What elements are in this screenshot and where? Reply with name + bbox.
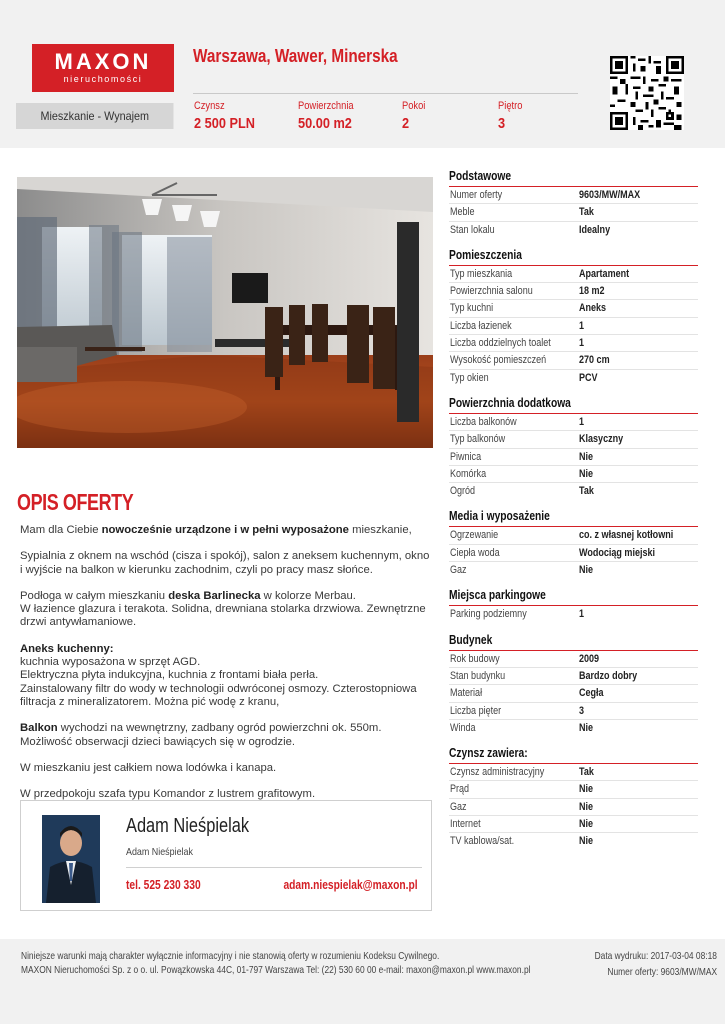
spec-value: Tak [579, 485, 594, 498]
desc-paragraph [20, 722, 432, 749]
spec-section [449, 508, 698, 579]
desc-text: w kolorze Merbau. [260, 589, 356, 602]
spec-label: Stan lokalu [450, 223, 495, 236]
spec-row [449, 781, 698, 798]
desc-text: Podłoga w całym mieszkaniu [20, 589, 169, 602]
spec-value: 18 m2 [579, 285, 605, 298]
spec-value: Bardzo dobry [579, 669, 638, 682]
desc-text: Elektryczna płyta indukcyjna, kuchnia z frontami biała perła. [20, 669, 319, 682]
spec-row [449, 283, 698, 300]
logo-text: MAXON [54, 49, 152, 74]
stat-label: Piętro [498, 100, 523, 112]
desc-paragraph [20, 643, 432, 709]
spec-section [449, 745, 698, 850]
spec-value: Nie [579, 818, 594, 831]
spec-section-title-text: Czynsz zawiera: [449, 746, 528, 761]
spec-value: 2009 [579, 652, 600, 665]
spec-section [449, 632, 698, 737]
spec-value: Apartament [579, 267, 630, 280]
footer-disclaimer: Niniejsze warunki mają charakter wyłącznie informacyjny i nie stanowią oferty w rozumieniu Kodeksu Cywilnego. [21, 950, 440, 962]
desc-text: Zainstalowany filtr do wody w technologii odwróconej osmozy. Czterostopniowa filtracja z mineralizatorem. Można pić wodę z kranu, [20, 682, 417, 708]
spec-label: Winda [450, 721, 476, 734]
agent-photo [42, 815, 100, 903]
spec-section [449, 247, 698, 387]
spec-value: Klasyczny [579, 433, 624, 446]
desc-bold: Balkon [20, 722, 58, 735]
spec-section-title-text: Miejsca parkingowe [449, 588, 546, 603]
spec-row [449, 335, 698, 352]
spec-section-title [449, 632, 698, 651]
stat-label: Pokoi [402, 100, 426, 112]
spec-row [449, 187, 698, 204]
spec-label: Typ kuchni [450, 302, 494, 315]
spec-label: Powierzchnia salonu [450, 285, 533, 298]
spec-row [449, 651, 698, 668]
offer-description-title: OPIS OFERTY [17, 489, 134, 515]
property-location: Warszawa, Wawer, Minerska [193, 46, 398, 66]
spec-row [449, 703, 698, 720]
spec-value: 1 [579, 319, 585, 332]
agent-email-link[interactable]: adam.niespielak@maxon.pl [283, 878, 418, 892]
spec-value: PCV [579, 371, 598, 384]
spec-row [449, 431, 698, 448]
spec-row [449, 483, 698, 500]
spec-label: Prąd [450, 783, 470, 796]
spec-label: Piwnica [450, 450, 482, 463]
desc-paragraph: W mieszkaniu jest całkiem nowa lodówka i kanapa. [20, 761, 277, 774]
spec-label: Meble [450, 206, 475, 219]
stat-value: 3 [498, 115, 506, 132]
spec-row [449, 466, 698, 483]
desc-bold: nowocześnie urządzone i w pełni wyposażone [101, 524, 349, 536]
spec-section-title-text: Powierzchnia dodatkowa [449, 395, 571, 410]
spec-row [449, 799, 698, 816]
desc-text: Mam dla Ciebie [20, 524, 102, 536]
spec-section [449, 587, 698, 623]
spec-row [449, 720, 698, 737]
spec-value: 270 cm [579, 354, 610, 367]
spec-row [449, 300, 698, 317]
spec-value: Nie [579, 800, 594, 813]
spec-row [449, 527, 698, 544]
stat-area [298, 100, 363, 132]
spec-label: Parking podziemny [450, 608, 527, 621]
desc-text: kuchnia wyposażona w sprzęt AGD. [20, 656, 201, 669]
stat-label: Powierzchnia [298, 100, 354, 112]
spec-value: Aneks [579, 302, 607, 315]
spec-label: Liczba łazienek [450, 319, 512, 332]
spec-value: 1 [579, 337, 585, 350]
footer [0, 939, 725, 1024]
spec-row [449, 816, 698, 833]
property-type-badge: Mieszkanie - Wynajem [16, 103, 174, 129]
spec-value: Nie [579, 467, 594, 480]
spec-row [449, 545, 698, 562]
spec-section-title [449, 587, 698, 606]
spec-section-title-text: Pomieszczenia [449, 247, 522, 262]
spec-row [449, 606, 698, 623]
spec-value: Nie [579, 564, 594, 577]
stat-value: 2 [402, 115, 410, 132]
stat-value: 50.00 m2 [298, 115, 352, 132]
spec-label: Typ okien [450, 371, 489, 384]
desc-paragraph: W przedpokoju szafa typu Komandor z lustrem grafitowym. [20, 788, 316, 801]
spec-label: Typ balkonów [450, 433, 506, 446]
spec-value: Wodociąg miejski [579, 546, 656, 559]
spec-row [449, 685, 698, 702]
spec-label: Gaz [450, 564, 467, 577]
stat-rooms [402, 100, 430, 132]
spec-value: Idealny [579, 223, 611, 236]
spec-row [449, 370, 698, 387]
spec-value: 3 [579, 704, 585, 717]
spec-label: Ogród [450, 485, 476, 498]
spec-value: 9603/MW/MAX [579, 189, 641, 201]
spec-section-title [449, 395, 698, 414]
spec-label: Materiał [450, 687, 483, 700]
spec-section [449, 395, 698, 500]
logo-subtext: nieruchomości [63, 74, 143, 84]
desc-text: W łazience glazura i terakota. Solidna, drewniana stolarka drzwiowa. Zewnętrzne drzwi antywłamaniowe. [20, 603, 426, 629]
desc-bold: deska Barlinecka [168, 589, 261, 602]
spec-value: co. z własnej kotłowni [579, 529, 674, 542]
spec-value: Cegła [579, 687, 604, 700]
spec-row [449, 352, 698, 369]
spec-row [449, 668, 698, 685]
offer-description [20, 524, 432, 814]
spec-row [449, 562, 698, 579]
stat-value: 2 500 PLN [194, 115, 255, 132]
spec-section-title-text: Media i wyposażenie [449, 509, 550, 524]
spec-label: Numer oferty [450, 189, 503, 201]
spec-value: Nie [579, 835, 594, 848]
agent-phone-link[interactable]: tel. 525 230 330 [126, 878, 201, 892]
spec-label: Ciepła woda [450, 546, 500, 559]
spec-section-title [449, 745, 698, 764]
spec-label: Komórka [450, 467, 487, 480]
spec-label: Internet [450, 818, 481, 831]
stat-floor [498, 100, 527, 132]
spec-label: Wysokość pomieszczeń [450, 354, 547, 367]
spec-label: Typ mieszkania [450, 267, 513, 280]
agent-card [20, 800, 432, 911]
desc-paragraph [20, 590, 432, 630]
stat-label: Czynsz [194, 100, 225, 112]
spec-value: Tak [579, 766, 594, 779]
spec-section-title-text: Podstawowe [449, 169, 512, 183]
footer-company-info: MAXON Nieruchomości Sp. z o o. ul. Powązkowska 44C, 01-797 Warszawa Tel: (22) 530 60 00 e-mail: maxon@maxon.pl www.maxon.pl [21, 964, 531, 976]
spec-row [449, 833, 698, 850]
spec-section [449, 168, 698, 239]
spec-value: Nie [579, 783, 594, 796]
agent-name: Adam Nieśpielak [126, 815, 250, 837]
maxon-logo[interactable] [32, 44, 174, 92]
spec-label: Stan budynku [450, 669, 506, 682]
agent-subname: Adam Nieśpielak [126, 846, 193, 858]
desc-paragraph [20, 524, 432, 537]
desc-bold: Aneks kuchenny: [20, 642, 114, 655]
spec-value: Tak [579, 206, 594, 219]
footer-print-date: Data wydruku: 2017-03-04 08:18 [594, 950, 717, 962]
spec-row [449, 266, 698, 283]
spec-value: 1 [579, 608, 585, 621]
spec-row [449, 204, 698, 221]
property-specs [449, 168, 698, 859]
property-photo[interactable] [17, 177, 433, 448]
qr-code[interactable] [610, 56, 684, 130]
spec-label: Ogrzewanie [450, 529, 499, 542]
spec-section-title [449, 168, 698, 187]
spec-section-title-text: Budynek [449, 632, 493, 647]
agent-divider [126, 867, 422, 868]
spec-value: 1 [579, 415, 585, 428]
spec-row [449, 414, 698, 431]
footer-offer-number: Numer oferty: 9603/MW/MAX [607, 966, 717, 978]
header-divider [193, 93, 578, 94]
spec-row [449, 449, 698, 466]
spec-label: Liczba balkonów [450, 415, 517, 428]
spec-label: Czynsz administracyjny [450, 766, 545, 779]
header [0, 0, 725, 148]
desc-paragraph: Sypialnia z oknem na wschód (cisza i spokój), salon z aneksem kuchennym, okno i wyjście na balkon w kierunku zachodnim, czyli po pracy masz słońce. [20, 550, 430, 576]
spec-row [449, 318, 698, 335]
stat-rent [194, 100, 266, 132]
spec-label: Liczba oddzielnych toalet [450, 337, 551, 350]
spec-label: Rok budowy [450, 652, 500, 665]
spec-row [449, 764, 698, 781]
spec-row [449, 222, 698, 239]
spec-label: Liczba pięter [450, 704, 502, 717]
spec-section-title [449, 247, 698, 266]
spec-label: Gaz [450, 800, 467, 813]
desc-text: wychodzi na wewnętrzny, zadbany ogród powierzchni ok. 550m. Możliwość obserwacji dzieci bawiących się w ogrodzie. [20, 722, 382, 748]
spec-value: Nie [579, 450, 594, 463]
spec-value: Nie [579, 721, 594, 734]
spec-label: TV kablowa/sat. [450, 835, 515, 848]
spec-section-title [449, 508, 698, 527]
desc-text: mieszkanie, [348, 524, 412, 536]
